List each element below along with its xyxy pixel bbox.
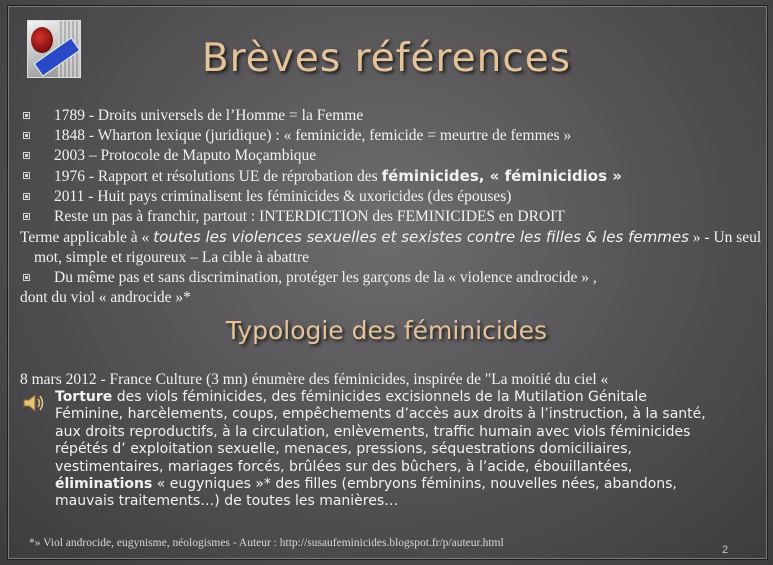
body-line	[55, 476, 755, 493]
square-bullet-icon	[23, 112, 30, 119]
body-text-6: « eugyniques »* des filles (embryons féminins, nouvelles nées, abandons,	[152, 476, 677, 493]
term-line	[20, 229, 761, 246]
square-bullet-icon	[23, 152, 30, 159]
slide-title: Brèves références	[201, 36, 572, 81]
typology-text	[55, 389, 755, 511]
list-item	[20, 187, 760, 207]
bullet-text: 2003 – Protocole de Maputo Moçambique	[54, 147, 317, 164]
bullet-text: 2011 - Huit pays criminalisent les féminicides & uxoricides (des épouses)	[54, 188, 512, 205]
body-line: aux droits reproductifs, à la circulation, enlèvements, traffic humain avec viols féminicides	[55, 423, 691, 440]
body-line: répétés d’ exploitation sexuelle, menaces, pressions, séquestrations domiciliaires,	[55, 441, 632, 458]
bullet-text: 1848 - Wharton lexique (juridique) : « feminicide, femicide = meurtre de femmes »	[54, 127, 572, 144]
bullet-text: Reste un pas à franchir, partout : INTERDICTION des FEMINICIDES en DROIT	[54, 208, 565, 225]
list-item	[20, 126, 760, 146]
list-item	[20, 146, 760, 166]
list-item	[20, 268, 760, 288]
square-bullet-icon	[23, 274, 30, 281]
term-line-2: mot, simple et rigoureux – La cible à abattre	[34, 249, 310, 266]
body-line: mauvais traitements…) de toutes les manières…	[55, 493, 399, 510]
square-bullet-icon	[23, 213, 30, 220]
body-line: Féminine, harcèlements, coups, empêchements d’accès aux droits à l’instruction, à la santé,	[55, 406, 706, 423]
bullet-text: 1789 - Droits universels de l’Homme = la Femme	[54, 107, 364, 124]
eliminations-bold: éliminations	[55, 476, 153, 493]
list-item	[20, 106, 760, 126]
torture-bold: Torture	[55, 389, 113, 405]
term-after: » - Un seul	[688, 229, 762, 246]
section-subtitle: Typologie des féminicides	[225, 316, 548, 345]
term-before: Terme applicable à «	[20, 229, 154, 246]
references-list	[20, 106, 760, 308]
square-bullet-icon	[23, 193, 30, 200]
boys-continuation: dont du viol « androcide »*	[20, 289, 191, 306]
term-italic: toutes les violences sexuelles et sexistes contre les filles & les femmes	[153, 228, 689, 246]
square-bullet-icon	[23, 172, 30, 179]
bullet-text: 1976 - Rapport et résolutions UE de réprobation des	[54, 168, 382, 185]
page-number: 2	[722, 544, 729, 556]
list-item	[20, 207, 760, 227]
bullet-bold-text: féminicides, « féminicidios »	[381, 167, 622, 185]
bullet-text: Du même pas et sans discrimination, protéger les garçons de la « violence androcide » ,	[54, 269, 597, 286]
body-line: vestimentaires, mariages forcés, brûlées sur des bûchers, à l’acide, ébouillantées,	[55, 458, 633, 475]
intro-line: 8 mars 2012 - France Culture (3 mn) énumère des féminicides, inspirée de "La moitié du ciel «	[20, 371, 609, 388]
term-paragraph	[20, 227, 760, 268]
body-line	[55, 389, 755, 406]
body-text-1: des viols féminicides, des féminicides excisionnels de la Mutilation Génitale	[112, 389, 647, 405]
square-bullet-icon	[23, 132, 30, 139]
footnote: *» Viol androcide, eugynisme, néologismes - Auteur : http://susaufeminicides.blogspot.fr/p/auteur.html	[29, 537, 504, 549]
list-item	[20, 166, 760, 187]
speaker-icon[interactable]	[22, 392, 46, 414]
